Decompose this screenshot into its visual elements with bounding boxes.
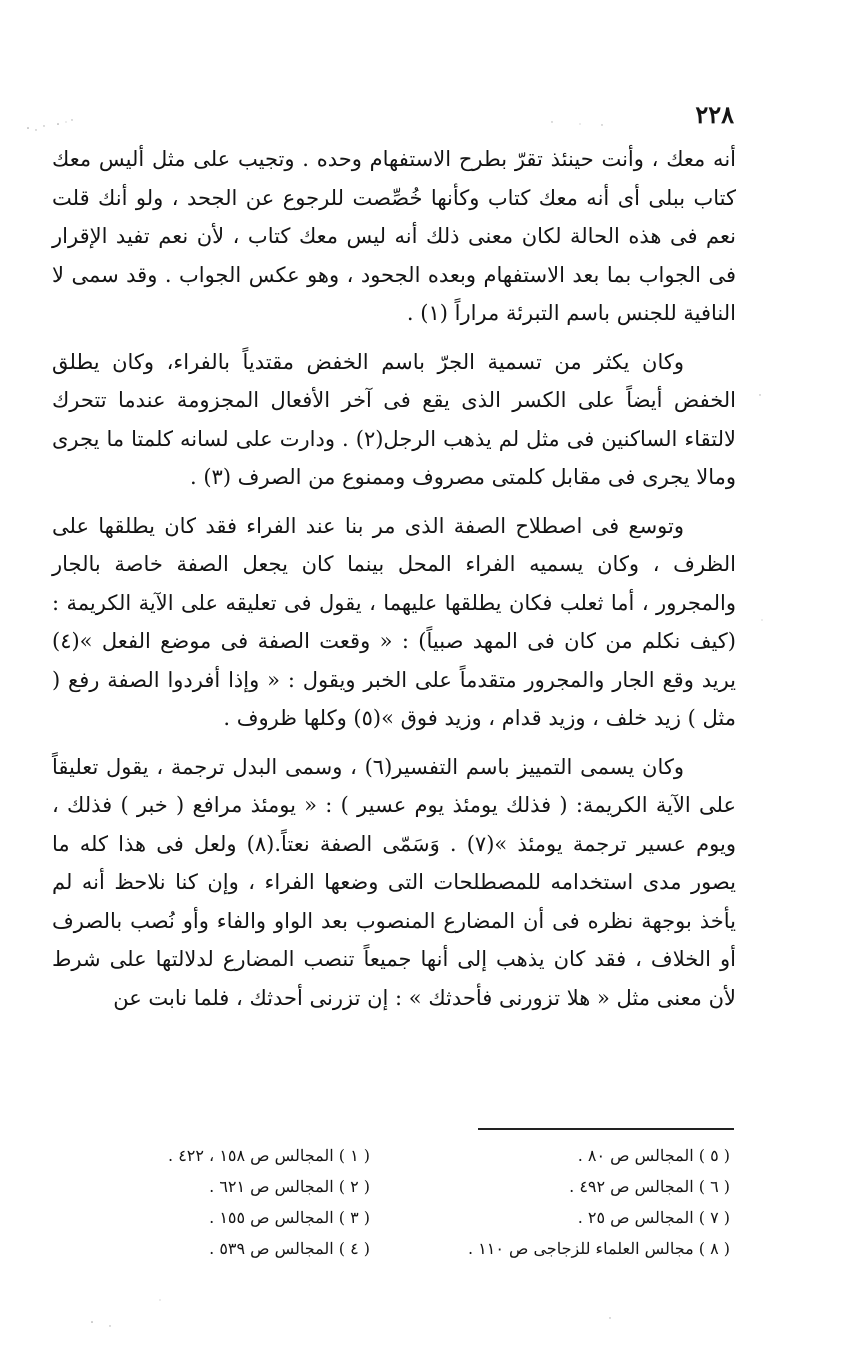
- footnote: ( ٨ ) مجالس العلماء للزجاجى ص ١١٠ .: [468, 1239, 730, 1258]
- footnote: ( ٢ ) المجالس ص ٦٢١ .: [209, 1177, 370, 1196]
- footnotes-left-column: [440, 1140, 730, 1264]
- footnote: ( ١ ) المجالس ص ١٥٨ ، ٤٢٢ .: [168, 1146, 370, 1165]
- body-text: [52, 140, 736, 1027]
- footnote-divider: [478, 1128, 734, 1130]
- footnote: ( ٤ ) المجالس ص ٥٣٩ .: [209, 1239, 370, 1258]
- paragraph: وكان يسمى التمييز باسم التفسير(٦) ، وسمى البدل ترجمة ، يقول تعليقاً على الآية الكريمة: ( فذلك يومئذ يوم عسير ) : « يومئذ مرافع ( خبر ) فذلك ، ويوم عسير ترجمة يومئذ »(٧) . وَسَمّى الصفة نعتاً.(٨) ولعل فى هذا كله ما يصور مدى استخدامه للمصطلحات التى وضعها الفراء ، وإن كنا نلاحظ أنه لم يأخذ بوجهة نظره فى أن المضارع المنصوب بعد الواو والفاء وأو نُصب بالصرف أو الخلاف ، فقد كان يذهب إلى أنها جميعاً تنصب المضارع لدلالتها على شرط لأن معنى مثل « هلا تزورنى فأحدثك » : إن تزرنى أحدثك ، فلما نابت عن: [52, 754, 736, 1010]
- footnote: ( ٧ ) المجالس ص ٢٥ .: [577, 1208, 730, 1227]
- footnote: ( ٣ ) المجالس ص ١٥٥ .: [209, 1208, 370, 1227]
- paragraph: وتوسع فى اصطلاح الصفة الذى مر بنا عند الفراء فقد كان يطلقها على الظرف ، وكان يسميه الفراء المحل بينما كان يجعل الصفة خاصة بالجار والمجرور ، أما ثعلب فكان يطلقها عليهما ، يقول فى تعليقه على الآية الكريمة : (كيف نكلم من كان فى المهد صبياً) : « وقعت الصفة فى موضع الفعل »(٤) يريد وقع الجار والمجرور متقدماً على الخبر ويقول : « وإذا أفردوا الصفة رفع ( مثل ) زيد خلف ، وزيد قدام ، وزيد فوق »(٥) وكلها ظروف .: [52, 513, 736, 730]
- footnote: ( ٦ ) المجالس ص ٤٩٢ .: [569, 1177, 730, 1196]
- footnotes-right-column: [70, 1140, 370, 1264]
- paragraph: وكان يكثر من تسمية الجرّ باسم الخفض مقتدياً بالفراء، وكان يطلق الخفض أيضاً على الكسر الذى يقع فى آخر الأفعال المجزومة عندما تتحرك لالتقاء الساكنين فى مثل لم يذهب الرجل(٢) . ودارت على لسانه كلمتا ما يجرى ومالا يجرى فى مقابل كلمتى مصروف وممنوع من الصرف (٣) .: [52, 349, 736, 489]
- page-number: ٢٢٨: [695, 100, 734, 129]
- paragraph: أنه معك ، وأنت حينئذ تقرّ بطرح الاستفهام وحده . وتجيب على مثل أليس معك كتاب ببلى أى أنه معك كتاب وكأنها خُصِّصت للرجوع عن الجحد ، ولو أنك قلت نعم فى هذه الحالة لكان معنى ذلك أنه ليس معك كتاب ، لأن نعم تفيد الإقرار فى الجواب بما بعد الاستفهام وبعده الجحود ، وهو عكس الجواب . وقد سمى لا النافية للجنس باسم التبرئة مراراً (١) .: [52, 147, 736, 325]
- footnote: ( ٥ ) المجالس ص ٨٠ .: [577, 1146, 730, 1165]
- footnotes: [70, 1140, 730, 1264]
